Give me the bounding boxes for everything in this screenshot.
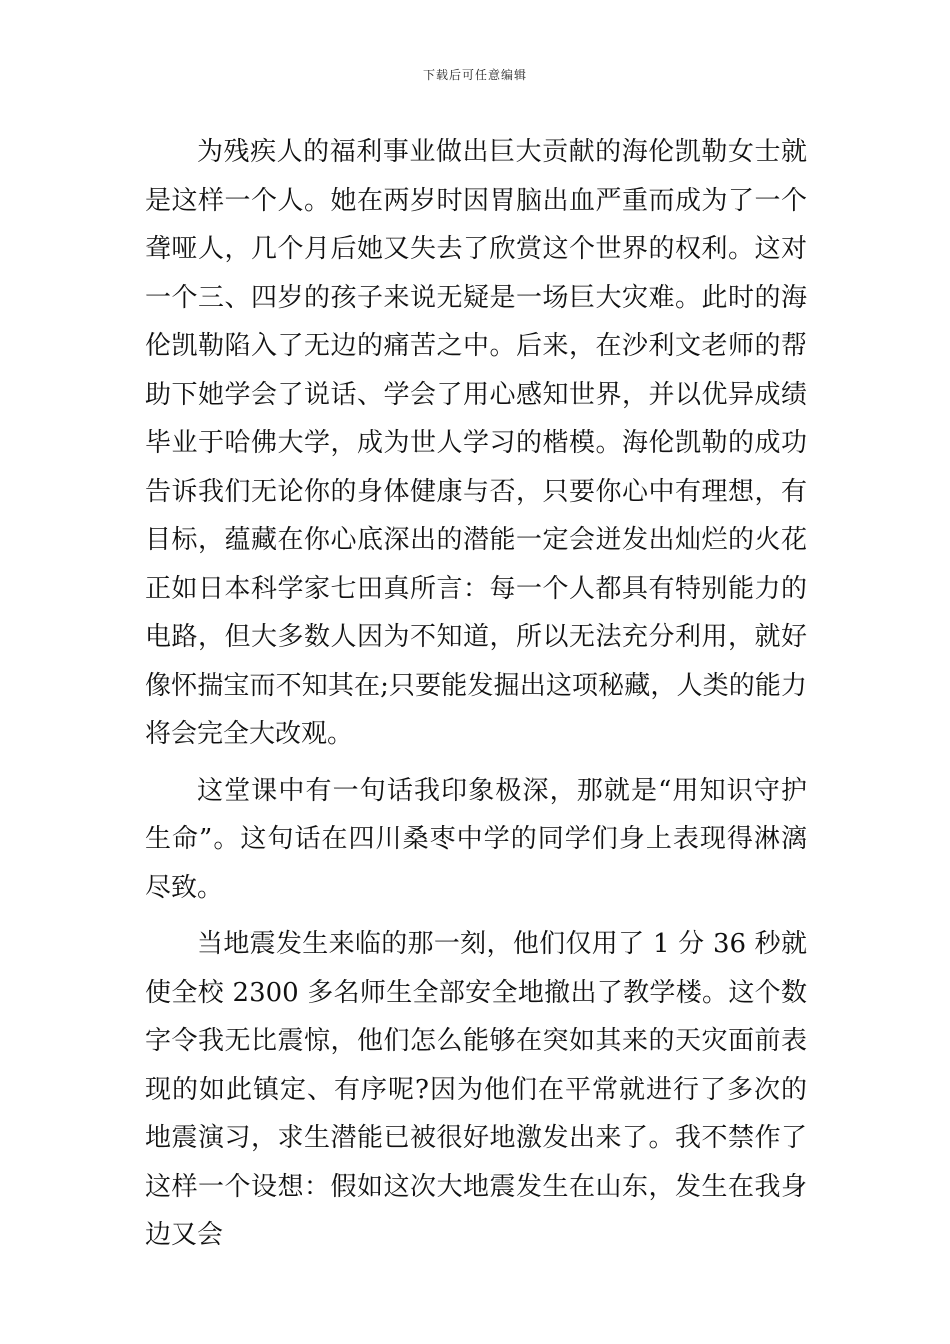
paragraph-helen-keller: 为残疾人的福利事业做出巨大贡献的海伦凯勒女士就是这样一个人。她在两岁时因胃脑出血严重而成为了一个聋哑人，几个月后她又失去了欣赏这个世界的权利。这对一个三、四岁的孩子来说无疑是一场巨大灾难。此时的海伦凯勒陷入了无边的痛苦之中。后来，在沙利文老师的帮助下她学会了说话、学会了用心感知世界，并以优异成绩毕业于哈佛大学，成为世人学习的楷模。海伦凯勒的成功告诉我们无论你的身体健康与否，只要你心中有理想，有目标，蕴藏在你心底深出的潜能一定会迸发出灿烂的火花正如日本科学家七田真所言：每一个人都具有特别能力的电路，但大多数人因为不知道，所以无法充分利用，就好像怀揣宝而不知其在;只要能发掘出这项秘藏，人类的能力将会完全大改观。 bbox=[145, 137, 807, 749]
paragraph-knowledge-life: 这堂课中有一句话我印象极深，那就是“用知识守护生命”。这句话在四川桑枣中学的同学们身上表现得淋漓尽致。 bbox=[145, 775, 807, 903]
body-text bbox=[145, 128, 807, 1260]
page-header: 下载后可任意编辑 bbox=[422, 68, 527, 82]
paragraph-earthquake: 当地震发生来临的那一刻，他们仅用了 1 分 36 秒就使全校 2300 多名师生全部安全地撤出了教学楼。这个数字令我无比震惊，他们怎么能够在突如其来的天灾面前表现的如此镇定、有序呢?因为他们在平常就进行了多次的地震演习，求生潜能已被很好地激发出来了。我不禁作了这样一个设想：假如这次大地震发生在山东，发生在我身边又会 bbox=[145, 929, 807, 1250]
